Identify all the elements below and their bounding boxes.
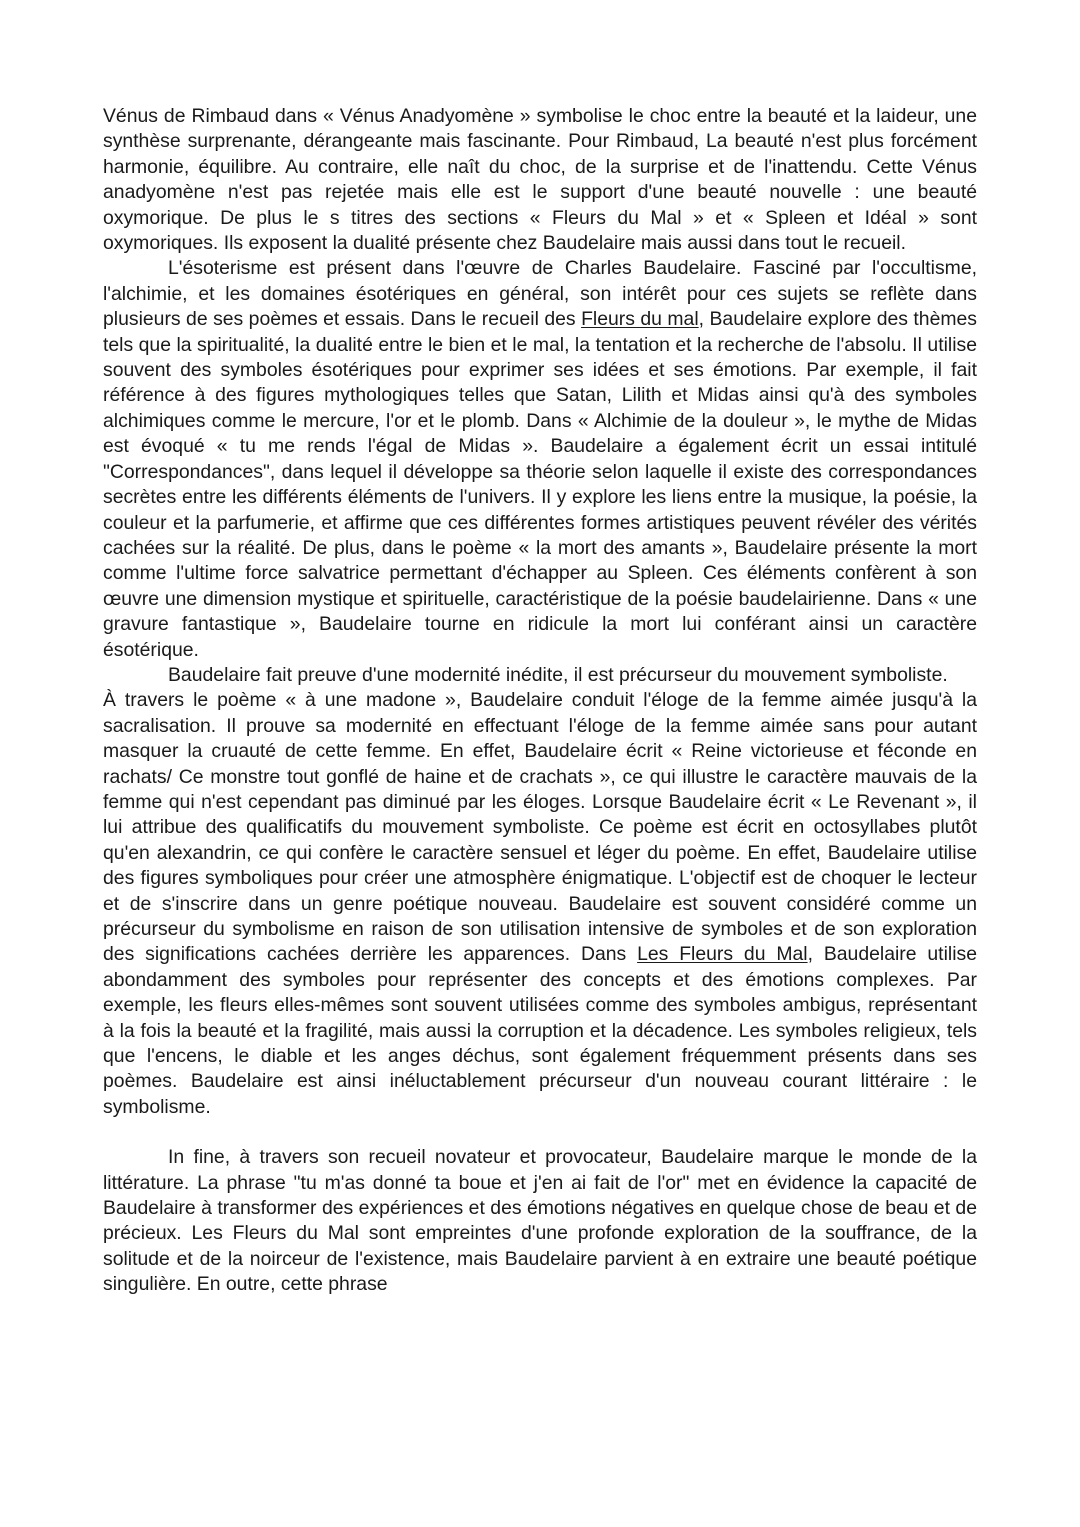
paragraph-text: Baudelaire fait preuve d'une modernité inédite, il est précurseur du mouvement symboliste. xyxy=(168,663,948,686)
paragraph-text: , Baudelaire utilise abondamment des symboles pour représenter des concepts et des émotions complexes. Par exemple, les fleurs elles-mêmes sont souvent utilisées comme des symboles ambigus, représentant à la fois la beauté et la fragilité, mais aussi la corruption et la décadence. Les symboles religieux, tels que l'encens, le diable et les anges déchus, sont également fréquemment présents dans ses poèmes. Baudelaire est ainsi inéluctablement précurseur d'un nouveau courant littéraire : le symbolisme. xyxy=(103,943,977,1118)
document-page xyxy=(103,104,977,1298)
book-title-les-fleurs-du-mal: Les Fleurs du Mal xyxy=(637,943,808,966)
paragraph-text: Vénus de Rimbaud dans « Vénus Anadyomène » symbolise le choc entre la beauté et la laideur, une synthèse surprenante, dérangeante mais fascinante. Pour Rimbaud, La beauté n'est plus forcément harmonie, équilibre. Au contraire, elle naît du choc, de la surprise et de l'inattendu. Cette Vénus anadyomène n'est pas rejetée mais elle est le support d'une beauté nouvelle : une beauté oxymorique. De plus le s titres des sections « Fleurs du Mal » et « Spleen et Idéal » sont oxymoriques. Ils exposent la dualité présente chez Baudelaire mais aussi dans tout le recueil. xyxy=(103,105,977,255)
book-title-fleurs-du-mal: Fleurs du mal xyxy=(581,308,699,331)
paragraph-esoterisme xyxy=(103,256,977,663)
paragraph-text: L'ésoterisme est présent dans l'œuvre de Charles Baudelaire. Fasciné par l'occultisme, l'alchimie, et les domaines ésotériques en général, son intérêt pour ces sujets se reflète dans plusieurs de ses poèmes et essais. Dans le recueil des xyxy=(103,257,977,331)
paragraph-conclusion xyxy=(103,1145,977,1297)
paragraph-text: À travers le poème « à une madone », Baudelaire conduit l'éloge de la femme aimée jusqu'à la sacralisation. Il prouve sa modernité en effectuant l'éloge de la femme aimée sans pour autant masquer la cruauté de cette femme. En effet, Baudelaire écrit « Reine victorieuse et féconde en rachats/ Ce monstre tout gonflé de haine et de crachats », ce qui illustre le caractère mauvais de la femme qui n'est cependant pas diminué par les éloges. Lorsque Baudelaire écrit « Le Revenant », il lui attribue des qualificatifs du mouvement symboliste. Ce poème est écrit en octosyllabes plutôt qu'en alexandrin, ce qui confère le caractère sensuel et léger du poème. En effet, Baudelaire utilise des figures symboliques pour créer une atmosphère énigmatique. L'objectif est de choquer le lecteur et de s'inscrire dans un genre poétique nouveau. Baudelaire est souvent considéré comme un précurseur du symbolisme en raison de son utilisation intensive de symboles et de son exploration des significations cachées derrière les apparences. Dans xyxy=(103,689,977,966)
paragraph-madone xyxy=(103,688,977,1120)
paragraph-text: In fine, à travers son recueil novateur et provocateur, Baudelaire marque le monde de la littérature. La phrase "tu m'as donné ta boue et j'en ai fait de l'or" met en évidence la capacité de Baudelaire à transformer des expériences et des émotions négatives en quelque chose de beau et de précieux. Les Fleurs du Mal sont empreintes d'une profonde exploration de la souffrance, de la solitude et de la noirceur de l'existence, mais Baudelaire parvient à en extraire une beauté poétique singulière. En outre, cette phrase xyxy=(103,1146,977,1296)
paragraph-text: , Baudelaire explore des thèmes tels que la spiritualité, la dualité entre le bien et le mal, la tentation et la recherche de l'absolu. Il utilise souvent des symboles ésotériques pour exprimer ses idées et ses émotions. Par exemple, il fait référence à des figures mythologiques telles que Satan, Lilith et Midas ainsi qu'à des symboles alchimiques comme le mercure, l'or et le plomb. Dans « Alchimie de la douleur », le mythe de Midas est évoqué « tu me rends l'égal de Midas ». Baudelaire a également écrit un essai intitulé "Correspondances", dans lequel il développe sa théorie selon laquelle il existe des correspondances secrètes entre les différents éléments de l'univers. Il y explore les liens entre la musique, la poésie, la couleur et la parfumerie, et affirme que ces différentes formes artistiques peuvent révéler des vérités cachées sur la réalité. De plus, dans le poème « la mort des amants », Baudelaire présente la mort comme l'ultime force salvatrice permettant d'échapper au Spleen. Ces éléments confèrent à son œuvre une dimension mystique et spirituelle, caractéristique de la poésie baudelairienne. Dans « une gravure fantastique », Baudelaire tourne en ridicule la mort lui conférant ainsi un caractère ésotérique. xyxy=(103,308,977,661)
paragraph-venus xyxy=(103,104,977,256)
paragraph-spacer xyxy=(103,1120,977,1145)
paragraph-modernite xyxy=(103,663,977,688)
